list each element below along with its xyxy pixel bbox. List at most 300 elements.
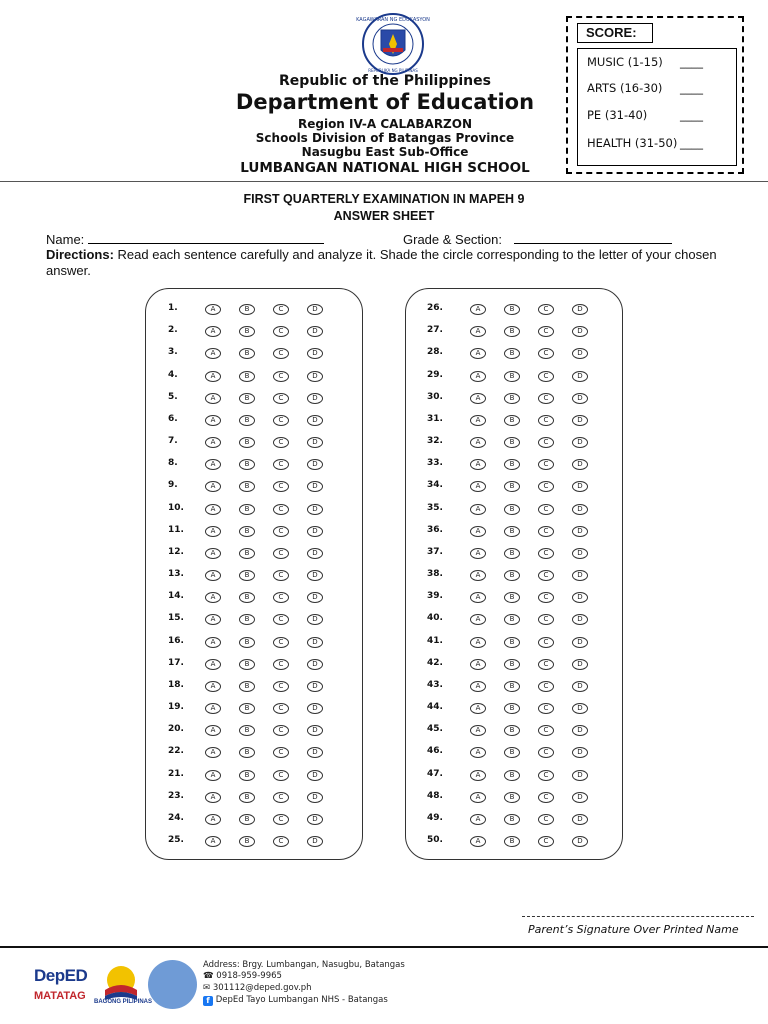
answer-bubble-a[interactable]: A [470, 637, 486, 648]
answer-bubble-d[interactable]: D [307, 792, 323, 803]
footer-address: Address: Brgy. Lumbangan, Nasugbu, Batangas [203, 960, 405, 970]
answer-bubble-a[interactable]: A [205, 526, 221, 537]
answer-row [427, 702, 607, 716]
item-number: 34. [427, 480, 443, 491]
answer-bubble-a[interactable]: A [470, 703, 486, 714]
answer-row [427, 724, 607, 738]
answer-bubble-c[interactable]: C [538, 614, 554, 625]
answer-bubble-c[interactable]: C [538, 770, 554, 781]
answer-row [168, 325, 348, 339]
footer-email [203, 983, 312, 993]
answer-bubble-b[interactable]: B [239, 348, 255, 359]
answer-bubble-d[interactable]: D [572, 526, 588, 537]
answer-bubble-c[interactable]: C [538, 437, 554, 448]
item-number: 21. [168, 768, 184, 779]
answer-bubble-b[interactable]: B [504, 437, 520, 448]
answer-row [427, 658, 607, 672]
answer-bubble-a[interactable]: A [205, 703, 221, 714]
answer-bubble-d[interactable]: D [572, 592, 588, 603]
item-number: 19. [168, 702, 184, 713]
answer-bubble-d[interactable]: D [307, 637, 323, 648]
item-number: 16. [168, 635, 184, 646]
answer-bubble-a[interactable]: A [205, 725, 221, 736]
answer-row [427, 636, 607, 650]
name-label: Name: [46, 232, 85, 247]
answer-bubble-c[interactable]: C [538, 415, 554, 426]
answer-bubble-b[interactable]: B [504, 393, 520, 404]
answer-bubble-c[interactable]: C [273, 614, 289, 625]
item-number: 45. [427, 724, 443, 735]
answer-bubble-a[interactable]: A [205, 614, 221, 625]
answer-bubble-c[interactable]: C [273, 526, 289, 537]
item-number: 2. [168, 325, 178, 336]
answer-bubble-d[interactable]: D [572, 659, 588, 670]
item-number: 12. [168, 546, 184, 557]
answer-bubble-a[interactable]: A [470, 304, 486, 315]
answer-bubble-a[interactable]: A [205, 681, 221, 692]
answer-bubble-a[interactable]: A [205, 747, 221, 758]
name-field[interactable] [46, 231, 324, 247]
answer-bubble-b[interactable]: B [239, 836, 255, 847]
answer-bubble-d[interactable]: D [307, 659, 323, 670]
phone-icon: ☎ [203, 971, 214, 981]
answer-bubble-d[interactable]: D [572, 371, 588, 382]
answer-bubble-a[interactable]: A [470, 747, 486, 758]
matatag-logo-text: MATATAG [34, 990, 86, 1002]
answer-bubble-a[interactable]: A [470, 348, 486, 359]
answer-bubble-d[interactable]: D [572, 437, 588, 448]
answer-bubble-a[interactable]: A [470, 459, 486, 470]
answer-bubble-c[interactable]: C [538, 393, 554, 404]
header-divider [0, 181, 768, 182]
answer-row [168, 769, 348, 783]
answer-bubble-d[interactable]: D [572, 459, 588, 470]
answer-bubble-b[interactable]: B [239, 481, 255, 492]
answer-bubble-c[interactable]: C [538, 792, 554, 803]
answer-bubble-c[interactable]: C [538, 836, 554, 847]
answer-bubble-c[interactable]: C [273, 415, 289, 426]
answer-row [427, 547, 607, 561]
answer-bubble-d[interactable]: D [572, 415, 588, 426]
answer-row [168, 746, 348, 760]
answer-bubble-c[interactable]: C [273, 659, 289, 670]
footer-divider [0, 946, 768, 948]
answer-bubble-d[interactable]: D [572, 747, 588, 758]
answer-bubble-b[interactable]: B [239, 659, 255, 670]
answer-bubble-b[interactable]: B [504, 681, 520, 692]
item-number: 9. [168, 480, 178, 491]
answer-bubble-c[interactable]: C [538, 681, 554, 692]
answer-row [427, 503, 607, 517]
answer-bubble-b[interactable]: B [504, 659, 520, 670]
answer-bubble-a[interactable]: A [470, 770, 486, 781]
answer-bubble-d[interactable]: D [572, 725, 588, 736]
answer-bubble-a[interactable]: A [205, 348, 221, 359]
answer-bubble-d[interactable]: D [307, 371, 323, 382]
answer-bubble-c[interactable]: C [538, 526, 554, 537]
answer-row [427, 347, 607, 361]
answer-bubble-b[interactable]: B [239, 570, 255, 581]
answer-bubble-b[interactable]: B [504, 770, 520, 781]
answer-bubble-d[interactable]: D [307, 814, 323, 825]
item-number: 22. [168, 746, 184, 757]
item-number: 10. [168, 502, 184, 513]
answer-bubble-d[interactable]: D [572, 703, 588, 714]
answer-bubble-c[interactable]: C [273, 326, 289, 337]
answer-bubble-b[interactable]: B [504, 570, 520, 581]
answer-bubble-b[interactable]: B [504, 326, 520, 337]
footer-facebook-text[interactable]: DepEd Tayo Lumbangan NHS - Batangas [215, 995, 388, 1005]
score-row-label: PE (31-40) [587, 108, 648, 122]
answer-bubble-b[interactable]: B [504, 371, 520, 382]
answer-bubble-c[interactable]: C [273, 747, 289, 758]
answer-bubble-b[interactable]: B [239, 592, 255, 603]
item-number: 24. [168, 812, 184, 823]
answer-bubble-b[interactable]: B [504, 348, 520, 359]
directions-label: Directions: [46, 247, 114, 262]
answer-bubble-a[interactable]: A [205, 770, 221, 781]
answer-bubble-d[interactable]: D [572, 637, 588, 648]
answer-bubble-d[interactable]: D [572, 348, 588, 359]
answer-bubble-b[interactable]: B [504, 637, 520, 648]
answer-bubble-d[interactable]: D [572, 504, 588, 515]
answer-bubble-d[interactable]: D [307, 614, 323, 625]
answer-bubble-b[interactable]: B [239, 526, 255, 537]
item-number: 15. [168, 613, 184, 624]
item-number: 50. [427, 835, 443, 846]
answer-bubble-b[interactable]: B [239, 371, 255, 382]
answer-bubble-b[interactable]: B [239, 747, 255, 758]
answer-bubble-d[interactable]: D [307, 770, 323, 781]
answer-bubble-a[interactable]: A [470, 570, 486, 581]
answer-bubble-d[interactable]: D [307, 504, 323, 515]
answer-bubble-b[interactable]: B [504, 548, 520, 559]
answer-bubble-d[interactable]: D [307, 703, 323, 714]
directions-text: Read each sentence carefully and analyze it. Shade the circle corresponding to the letter of your chosen answer. [46, 247, 717, 278]
answer-row [168, 458, 348, 472]
answer-bubble-d[interactable]: D [572, 836, 588, 847]
answer-bubble-a[interactable]: A [470, 792, 486, 803]
answer-bubble-d[interactable]: D [572, 770, 588, 781]
answer-bubble-b[interactable]: B [239, 770, 255, 781]
answer-bubble-a[interactable]: A [205, 814, 221, 825]
item-number: 14. [168, 591, 184, 602]
answer-bubble-c[interactable]: C [538, 304, 554, 315]
answer-bubble-a[interactable]: A [470, 526, 486, 537]
score-row-blank: ____ [680, 136, 703, 150]
grade-section-blank[interactable] [514, 231, 672, 244]
answer-bubble-d[interactable]: D [307, 548, 323, 559]
answer-bubble-a[interactable]: A [470, 415, 486, 426]
answer-bubble-a[interactable]: A [205, 415, 221, 426]
answer-bubble-a[interactable]: A [205, 548, 221, 559]
answer-bubble-d[interactable]: D [307, 304, 323, 315]
score-row-label: MUSIC (1-15) [587, 55, 663, 69]
answer-bubble-a[interactable]: A [470, 725, 486, 736]
answer-row [168, 503, 348, 517]
answer-bubble-d[interactable]: D [572, 614, 588, 625]
answer-bubble-a[interactable]: A [205, 326, 221, 337]
answer-row [427, 813, 607, 827]
answer-bubble-b[interactable]: B [504, 814, 520, 825]
exam-subtitle: ANSWER SHEET [333, 209, 435, 223]
answer-bubble-b[interactable]: B [504, 304, 520, 315]
answer-bubble-d[interactable]: D [572, 814, 588, 825]
item-number: 29. [427, 369, 443, 380]
deped-seal-logo [353, 12, 433, 76]
answer-bubble-c[interactable]: C [273, 703, 289, 714]
score-row-blank: ____ [680, 108, 703, 122]
answer-bubble-a[interactable]: A [205, 504, 221, 515]
answer-bubble-c[interactable]: C [273, 570, 289, 581]
answer-bubble-a[interactable]: A [470, 481, 486, 492]
grade-section-field[interactable] [403, 231, 672, 247]
answer-bubble-d[interactable]: D [307, 747, 323, 758]
answer-bubble-a[interactable]: A [205, 459, 221, 470]
answer-bubble-b[interactable]: B [239, 459, 255, 470]
answer-bubble-c[interactable]: C [538, 659, 554, 670]
item-number: 46. [427, 746, 443, 757]
answer-bubble-d[interactable]: D [307, 592, 323, 603]
score-row-blank: ____ [680, 81, 703, 95]
suboffice-heading: Nasugbu East Sub-Office [301, 145, 469, 159]
answer-bubble-c[interactable]: C [538, 326, 554, 337]
answer-bubble-a[interactable]: A [205, 304, 221, 315]
item-number: 17. [168, 657, 184, 668]
answer-bubble-b[interactable]: B [504, 792, 520, 803]
answer-bubble-b[interactable]: B [239, 504, 255, 515]
item-number: 6. [168, 413, 178, 424]
answer-bubble-a[interactable]: A [470, 592, 486, 603]
answer-bubble-b[interactable]: B [504, 725, 520, 736]
answer-bubble-b[interactable]: B [504, 481, 520, 492]
answer-bubble-b[interactable]: B [504, 614, 520, 625]
answer-bubble-c[interactable]: C [538, 637, 554, 648]
answer-row [168, 591, 348, 605]
answer-bubble-c[interactable]: C [273, 814, 289, 825]
answer-bubble-c[interactable]: C [273, 504, 289, 515]
answer-bubble-d[interactable]: D [572, 326, 588, 337]
answer-bubble-a[interactable]: A [470, 659, 486, 670]
answer-bubble-a[interactable]: A [470, 371, 486, 382]
answer-bubble-c[interactable]: C [273, 481, 289, 492]
answer-bubble-a[interactable]: A [470, 393, 486, 404]
answer-bubble-b[interactable]: B [239, 393, 255, 404]
item-number: 7. [168, 436, 178, 447]
answer-row [427, 525, 607, 539]
facebook-icon: f [203, 996, 213, 1006]
footer-facebook[interactable] [203, 995, 388, 1006]
answer-bubble-c[interactable]: C [273, 637, 289, 648]
answer-bubble-c[interactable]: C [273, 770, 289, 781]
answer-bubble-d[interactable]: D [307, 326, 323, 337]
answer-bubble-a[interactable]: A [205, 371, 221, 382]
answer-bubble-b[interactable]: B [239, 703, 255, 714]
directions [46, 247, 726, 279]
answer-bubble-d[interactable]: D [307, 836, 323, 847]
answer-bubble-c[interactable]: C [273, 836, 289, 847]
answer-bubble-d[interactable]: D [307, 481, 323, 492]
answer-row [427, 370, 607, 384]
answer-bubble-a[interactable]: A [205, 570, 221, 581]
answer-row [168, 347, 348, 361]
answer-bubble-b[interactable]: B [504, 526, 520, 537]
answer-bubble-a[interactable]: A [205, 659, 221, 670]
answer-bubble-c[interactable]: C [538, 747, 554, 758]
answer-row [168, 791, 348, 805]
answer-row [168, 835, 348, 849]
item-number: 41. [427, 635, 443, 646]
item-number: 26. [427, 303, 443, 313]
answer-bubble-d[interactable]: D [307, 393, 323, 404]
answer-bubble-b[interactable]: B [239, 304, 255, 315]
answer-bubble-c[interactable]: C [538, 371, 554, 382]
answer-bubble-c[interactable]: C [538, 703, 554, 714]
answer-bubble-c[interactable]: C [538, 814, 554, 825]
answer-bubble-c[interactable]: C [273, 371, 289, 382]
answer-row [168, 392, 348, 406]
answer-row [168, 569, 348, 583]
answer-bubble-a[interactable]: A [470, 836, 486, 847]
answer-row [168, 636, 348, 650]
answer-bubble-a[interactable]: A [470, 326, 486, 337]
region-heading: Region IV-A CALABARZON [297, 117, 473, 131]
answer-bubble-d[interactable]: D [307, 348, 323, 359]
item-number: 18. [168, 679, 184, 690]
answer-bubble-b[interactable]: B [504, 459, 520, 470]
answer-bubble-a[interactable]: A [470, 437, 486, 448]
answer-bubble-c[interactable]: C [273, 459, 289, 470]
answer-bubble-a[interactable]: A [205, 637, 221, 648]
answer-bubble-d[interactable]: D [307, 725, 323, 736]
answer-bubble-a[interactable]: A [470, 504, 486, 515]
answer-bubble-b[interactable]: B [239, 437, 255, 448]
answer-bubble-c[interactable]: C [538, 348, 554, 359]
answer-bubble-c[interactable]: C [273, 348, 289, 359]
answer-bubble-c[interactable]: C [538, 548, 554, 559]
score-row-label: ARTS (16-30) [587, 81, 663, 95]
answer-bubble-d[interactable]: D [572, 304, 588, 315]
answer-bubble-d[interactable]: D [572, 481, 588, 492]
item-number: 47. [427, 768, 443, 779]
bagong-pilipinas-text: BAGONG PILIPINAS [94, 999, 153, 1005]
answer-bubble-d[interactable]: D [572, 792, 588, 803]
item-number: 23. [168, 790, 184, 801]
answer-row [427, 480, 607, 494]
answer-bubble-d[interactable]: D [307, 681, 323, 692]
answer-bubble-d[interactable]: D [572, 681, 588, 692]
answer-bubble-d[interactable]: D [572, 548, 588, 559]
answer-row [168, 724, 348, 738]
answer-bubble-c[interactable]: C [273, 592, 289, 603]
answer-row [168, 525, 348, 539]
answer-row [427, 746, 607, 760]
answer-bubble-b[interactable]: B [504, 747, 520, 758]
answer-bubble-a[interactable]: A [205, 836, 221, 847]
answer-bubble-c[interactable]: C [538, 459, 554, 470]
answer-bubble-b[interactable]: B [239, 614, 255, 625]
answer-bubble-b[interactable]: B [504, 504, 520, 515]
answer-bubble-c[interactable]: C [538, 725, 554, 736]
answer-bubble-b[interactable]: B [239, 814, 255, 825]
answer-bubble-b[interactable]: B [239, 415, 255, 426]
answer-bubble-a[interactable]: A [470, 548, 486, 559]
answer-row [427, 392, 607, 406]
answer-bubble-a[interactable]: A [205, 481, 221, 492]
answer-bubble-b[interactable]: B [239, 637, 255, 648]
answer-bubble-c[interactable]: C [273, 548, 289, 559]
answer-bubble-a[interactable]: A [205, 792, 221, 803]
footer-email-text: 301112@deped.gov.ph [212, 983, 312, 993]
name-blank[interactable] [88, 231, 324, 244]
answer-row [427, 791, 607, 805]
answer-bubble-c[interactable]: C [273, 393, 289, 404]
answer-bubble-c[interactable]: C [538, 504, 554, 515]
item-number: 3. [168, 347, 178, 358]
answer-bubble-b[interactable]: B [239, 548, 255, 559]
answer-bubble-a[interactable]: A [470, 814, 486, 825]
answer-bubble-d[interactable]: D [307, 459, 323, 470]
answer-bubble-a[interactable]: A [205, 393, 221, 404]
answer-row [427, 835, 607, 849]
answer-bubble-a[interactable]: A [470, 681, 486, 692]
item-number: 42. [427, 657, 443, 668]
item-number: 28. [427, 347, 443, 358]
answer-row [168, 658, 348, 672]
footer-phone-text: 0918-959-9965 [216, 971, 282, 981]
answer-bubble-c[interactable]: C [273, 681, 289, 692]
answer-bubble-d[interactable]: D [307, 437, 323, 448]
answer-bubble-c[interactable]: C [273, 437, 289, 448]
answer-bubble-b[interactable]: B [239, 792, 255, 803]
item-number: 39. [427, 591, 443, 602]
answer-bubble-c[interactable]: C [273, 725, 289, 736]
score-row-blank: ____ [680, 55, 703, 69]
school-logo [148, 960, 197, 1009]
answer-bubble-c[interactable]: C [538, 592, 554, 603]
answer-bubble-c[interactable]: C [273, 304, 289, 315]
answer-bubble-b[interactable]: B [504, 592, 520, 603]
answer-row [168, 480, 348, 494]
answer-bubble-c[interactable]: C [538, 481, 554, 492]
answer-bubble-d[interactable]: D [572, 570, 588, 581]
answer-bubble-d[interactable]: D [572, 393, 588, 404]
answer-bubble-a[interactable]: A [470, 614, 486, 625]
answer-bubble-b[interactable]: B [504, 703, 520, 714]
answer-row [427, 458, 607, 472]
answer-row [168, 613, 348, 627]
answer-row [427, 325, 607, 339]
answer-bubble-b[interactable]: B [239, 681, 255, 692]
answer-row [168, 680, 348, 694]
answer-bubble-c[interactable]: C [538, 570, 554, 581]
answer-bubble-d[interactable]: D [307, 526, 323, 537]
answer-bubble-a[interactable]: A [205, 592, 221, 603]
republic-heading: Republic of the Philippines [279, 73, 491, 89]
answer-bubble-b[interactable]: B [504, 415, 520, 426]
answer-bubble-b[interactable]: B [239, 326, 255, 337]
answer-bubble-a[interactable]: A [205, 437, 221, 448]
item-number: 36. [427, 524, 443, 535]
answer-bubble-b[interactable]: B [239, 725, 255, 736]
item-number: 33. [427, 458, 443, 469]
answer-row [168, 702, 348, 716]
answer-bubble-d[interactable]: D [307, 570, 323, 581]
seal-subtext: REPUBLIKA NG PILIPINAS [368, 68, 418, 73]
answer-bubble-b[interactable]: B [504, 836, 520, 847]
answer-bubble-d[interactable]: D [307, 415, 323, 426]
answer-bubble-c[interactable]: C [273, 792, 289, 803]
